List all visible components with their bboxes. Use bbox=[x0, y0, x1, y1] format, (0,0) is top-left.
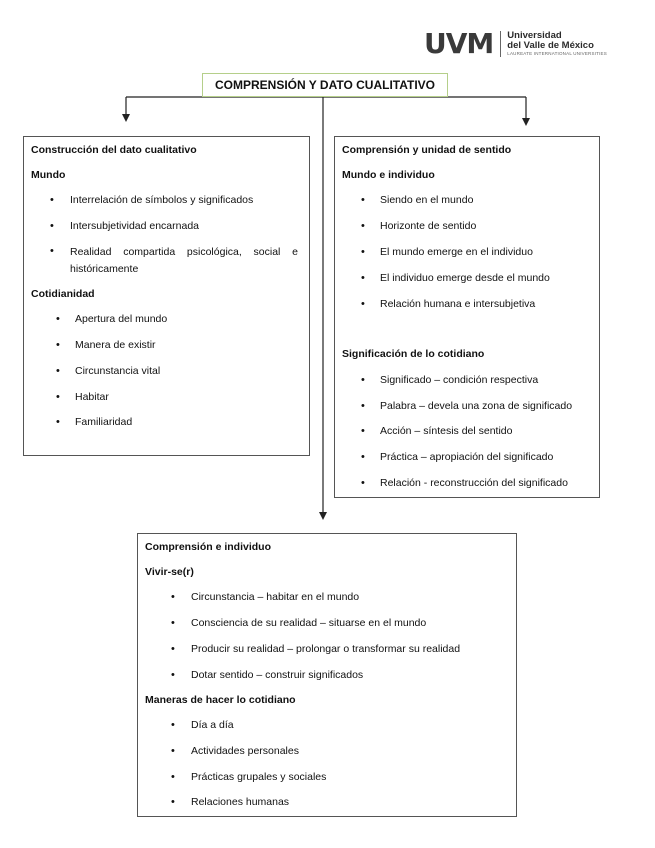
bullet-icon: • bbox=[56, 339, 60, 351]
list-item: Producir su realidad – prolongar o transformar su realidad bbox=[191, 643, 461, 655]
box-construccion bbox=[23, 136, 310, 456]
bullet-icon: • bbox=[361, 374, 365, 386]
bullet-icon: • bbox=[56, 365, 60, 377]
bullet-icon: • bbox=[171, 591, 175, 603]
list-item: Circunstancia – habitar en el mundo bbox=[191, 591, 360, 603]
box-title: Construcción del dato cualitativo bbox=[31, 144, 197, 156]
arrow-left bbox=[122, 114, 130, 122]
list-item: Familiaridad bbox=[75, 416, 133, 428]
bullet-icon: • bbox=[361, 477, 365, 489]
list-item: Actividades personales bbox=[191, 745, 299, 757]
bullet-icon: • bbox=[361, 400, 365, 412]
list-item: Consciencia de su realidad – situarse en el mundo bbox=[191, 617, 427, 629]
diagram-title: COMPRENSIÓN Y DATO CUALITATIVO bbox=[202, 73, 448, 97]
logo-mark: UVM bbox=[424, 27, 494, 60]
bullet-icon: • bbox=[361, 425, 365, 437]
bullet-icon: • bbox=[171, 643, 175, 655]
list-item: Manera de existir bbox=[75, 339, 156, 351]
bullet-icon: • bbox=[361, 298, 365, 310]
bullet-icon: • bbox=[50, 245, 54, 257]
box-comprension-individuo bbox=[137, 533, 517, 817]
bullet-icon: • bbox=[171, 796, 175, 808]
list-item: Realidad compartida psicológica, social e históricamente bbox=[70, 246, 298, 275]
list-item: Prácticas grupales y sociales bbox=[191, 771, 327, 783]
logo-line-1: Universidad bbox=[507, 30, 562, 42]
bullet-icon: • bbox=[361, 246, 365, 258]
list-item: Interrelación de símbolos y significados bbox=[70, 194, 254, 206]
bullet-icon: • bbox=[171, 617, 175, 629]
list-item: Palabra – devela una zona de significado bbox=[380, 400, 573, 412]
list-item: Día a día bbox=[191, 719, 234, 731]
section-heading: Mundo bbox=[31, 169, 66, 181]
bullet-icon: • bbox=[171, 745, 175, 757]
bullet-icon: • bbox=[361, 194, 365, 206]
list-item: Práctica – apropiación del significado bbox=[380, 451, 554, 463]
list-item: Horizonte de sentido bbox=[380, 220, 477, 232]
bullet-icon: • bbox=[171, 771, 175, 783]
list-item: El mundo emerge en el individuo bbox=[380, 246, 533, 258]
bullet-icon: • bbox=[171, 719, 175, 731]
bullet-icon: • bbox=[50, 220, 54, 232]
section-heading: Significación de lo cotidiano bbox=[342, 348, 485, 360]
section-heading: Cotidianidad bbox=[31, 288, 95, 300]
logo-line-3: LAUREATE INTERNATIONAL UNIVERSITIES bbox=[507, 51, 607, 57]
bullet-icon: • bbox=[361, 272, 365, 284]
list-item: Apertura del mundo bbox=[75, 313, 168, 325]
bullet-icon: • bbox=[56, 313, 60, 325]
section-heading: Maneras de hacer lo cotidiano bbox=[145, 694, 296, 706]
box-comprension-unidad bbox=[334, 136, 600, 498]
list-item: El individuo emerge desde el mundo bbox=[380, 272, 550, 284]
list-item: Dotar sentido – construir significados bbox=[191, 669, 364, 681]
bullet-icon: • bbox=[56, 391, 60, 403]
list-item: Relación humana e intersubjetiva bbox=[380, 298, 536, 310]
list-item: Circunstancia vital bbox=[75, 365, 161, 377]
bullet-icon: • bbox=[56, 416, 60, 428]
list-item: Habitar bbox=[75, 391, 109, 403]
section-heading: Mundo e individuo bbox=[342, 169, 435, 181]
list-item: Acción – síntesis del sentido bbox=[380, 425, 513, 437]
section-heading: Vivir-se(r) bbox=[145, 566, 194, 578]
list-item: Relaciones humanas bbox=[191, 796, 290, 808]
list-item: Siendo en el mundo bbox=[380, 194, 474, 206]
arrow-right bbox=[522, 118, 530, 126]
arrow-bottom bbox=[319, 512, 327, 520]
list-item: Relación - reconstrucción del significado bbox=[380, 477, 568, 489]
list-item: Intersubjetividad encarnada bbox=[70, 220, 200, 232]
bullet-icon: • bbox=[361, 451, 365, 463]
list-item: Significado – condición respectiva bbox=[380, 374, 539, 386]
logo-line-2: del Valle de México bbox=[507, 40, 594, 52]
bullet-icon: • bbox=[171, 669, 175, 681]
box-title: Comprensión e individuo bbox=[145, 541, 272, 553]
box-title: Comprensión y unidad de sentido bbox=[342, 144, 512, 156]
bullet-icon: • bbox=[50, 194, 54, 206]
bullet-icon: • bbox=[361, 220, 365, 232]
